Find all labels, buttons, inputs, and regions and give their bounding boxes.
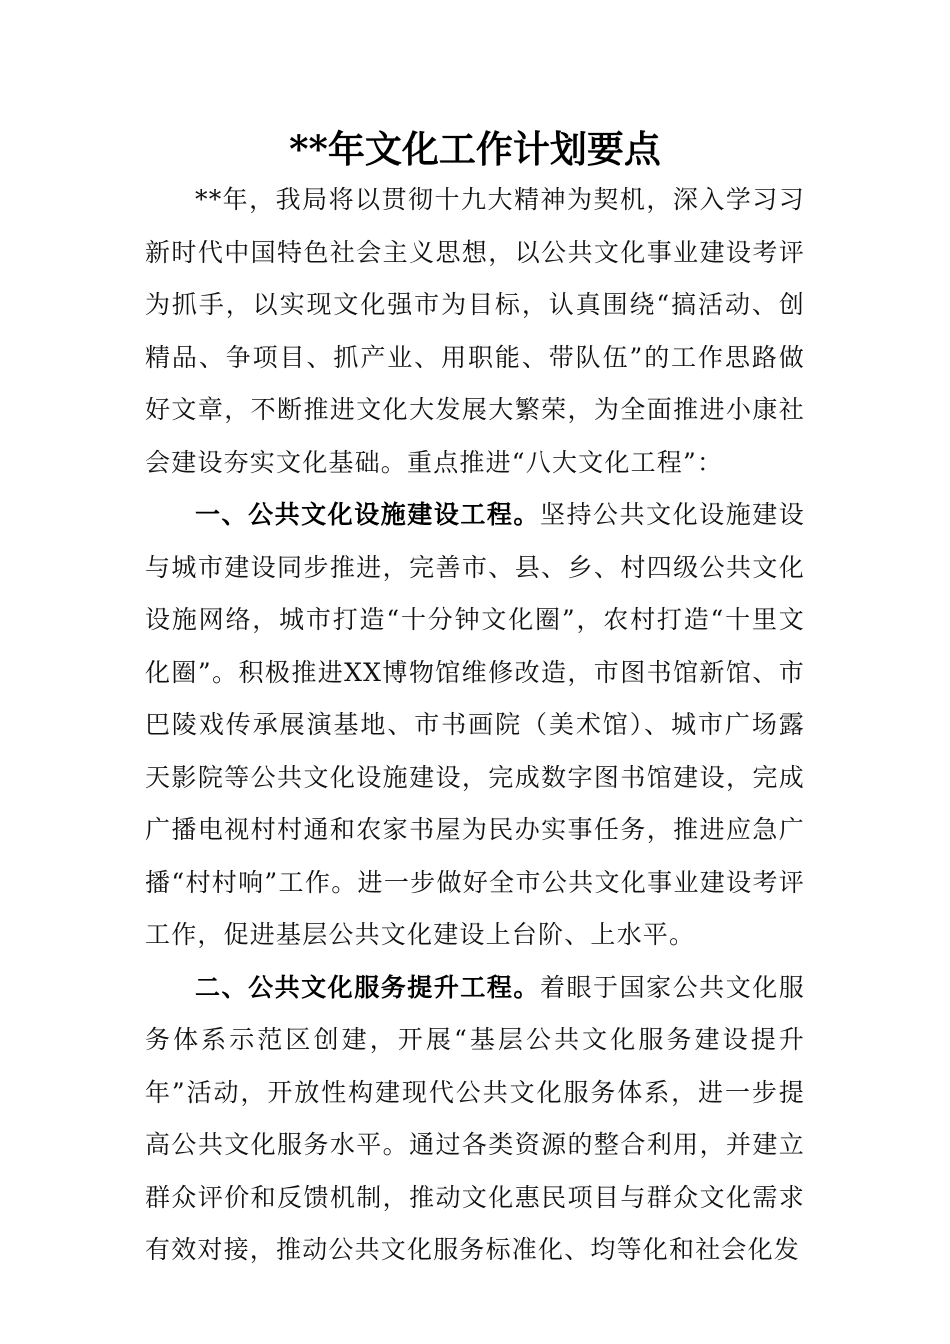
section-1-heading: 一、公共文化设施建设工程。 xyxy=(195,500,540,529)
section-1-paragraph xyxy=(145,489,805,962)
section-2-text: 着眼于国家公共文化服务体系示范区创建，开展“基层公共文化服务建设提升年”活动，开放性构建现代公共文化服务体系，进一步提高公共文化服务水平。通过各类资源的整合利用，并建立群众评价和反馈机制，推动文化惠民项目与群众文化需求有效对接，推动公共文化服务标准化、均等化和社会化发 xyxy=(145,972,805,1264)
intro-paragraph xyxy=(145,174,805,489)
section-1-text: 坚持公共文化设施建设与城市建设同步推进，完善市、县、乡、村四级公共文化设施网络，城市打造“十分钟文化圈”，农村打造“十里文化圈”。积极推进XX博物馆维修改造，市图书馆新馆、市巴陵戏传承展演基地、市书画院（美术馆）、城市广场露天影院等公共文化设施建设，完成数字图书馆建设，完成广播电视村村通和农家书屋为民办实事任务，推进应急广播“村村响”工作。进一步做好全市公共文化事业建设考评工作，促进基层公共文化建设上台阶、上水平。 xyxy=(145,500,805,949)
section-2-heading: 二、公共文化服务提升工程。 xyxy=(195,972,540,1002)
intro-text: **年，我局将以贯彻十九大精神为契机，深入学习习新时代中国特色社会主义思想，以公共文化事业建设考评为抓手，以实现文化强市为目标，认真围绕“搞活动、创精品、争项目、抓产业、用职能、带队伍”的工作思路做好文章，不断推进文化大发展大繁荣，为全面推进小康社会建设夯实文化基础。重点推进“八大文化工程”： xyxy=(145,185,805,477)
section-2-paragraph xyxy=(145,962,805,1277)
document-title: **年文化工作计划要点 xyxy=(289,127,661,171)
document-body xyxy=(145,174,805,1277)
